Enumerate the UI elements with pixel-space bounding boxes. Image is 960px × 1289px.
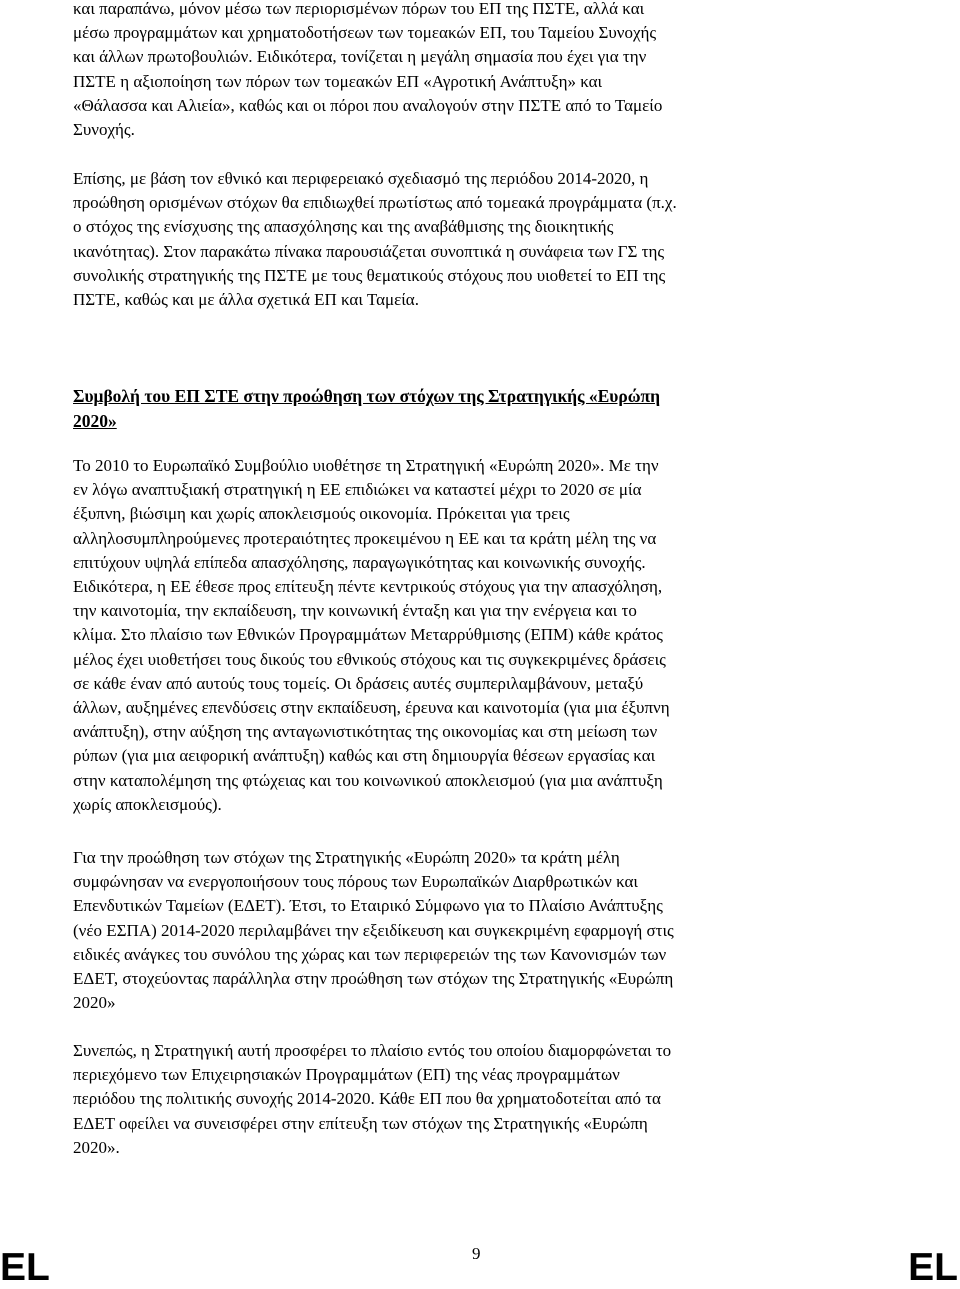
text-line: Επενδυτικών Ταμείων (ΕΔΕΤ). Έτσι, το Εταιρικό Σύμφωνο για το Πλαίσιο Ανάπτυξης bbox=[73, 896, 663, 916]
paragraph-europe-2020 bbox=[73, 454, 670, 817]
paragraph-strategy-framework bbox=[73, 1039, 671, 1160]
text-line: την καινοτομία, την εκπαίδευση, την κοινωνική ένταξη και για την ενέργεια και το bbox=[73, 601, 637, 621]
paragraph-edet-funds bbox=[73, 846, 674, 1015]
text-line: εν λόγω αναπτυξιακή στρατηγική η ΕΕ επιδιώκει να καταστεί μέχρι το 2020 σε μία bbox=[73, 480, 642, 500]
text-line: ΕΔΕΤ, στοχεύοντας παράλληλα στην προώθηση των στόχων της Στρατηγικής «Ευρώπη bbox=[73, 969, 674, 989]
paragraph-resources bbox=[73, 0, 662, 142]
text-line: επιτύχουν υψηλά επίπεδα απασχόλησης, παραγωγικότητας και κοινωνικής συνοχής. bbox=[73, 552, 646, 572]
text-line: μέλος έχει υιοθετήσει τους δικούς του εθνικούς στόχους και τις συγκεκριμένες δράσεις bbox=[73, 649, 666, 669]
text-line: ειδικές ανάγκες του συνόλου της χώρας και των περιφερειών της των Κανονισμών των bbox=[73, 944, 667, 964]
text-line: και άλλων πρωτοβουλιών. Ειδικότερα, τονίζεται η μεγάλη σημασία που έχει για την bbox=[73, 47, 647, 67]
text-line: άλλων, αυξημένες επενδύσεις στην εκπαίδευση, έρευνα και καινοτομία (για μια έξυπνη bbox=[73, 698, 670, 718]
text-line: και παραπάνω, μόνον μέσω των περιορισμένων πόρων του ΕΠ της ΠΣΤΕ, αλλά και bbox=[73, 0, 645, 18]
footer-language-right: EL bbox=[908, 1246, 958, 1289]
text-line: Συνεπώς, η Στρατηγική αυτή προσφέρει το πλαίσιο εντός του οποίου διαμορφώνεται το bbox=[73, 1041, 672, 1060]
heading-line: Συμβολή του ΕΠ ΣΤΕ στην προώθηση των στόχων της Στρατηγικής «Ευρώπη bbox=[73, 386, 661, 406]
text-line: 2020». bbox=[73, 1137, 120, 1157]
text-line: ανάπτυξη), στην αύξηση της ανταγωνιστικότητας της οικονομίας και στη μείωση των bbox=[73, 722, 658, 742]
text-line: ΠΣΤΕ η αξιοποίηση των πόρων των τομεακών ΕΠ «Αγροτική Ανάπτυξη» και bbox=[73, 71, 603, 91]
text-line: συμφώνησαν να ενεργοποιήσουν τους πόρους των Ευρωπαϊκών Διαρθρωτικών και bbox=[73, 872, 639, 892]
text-line: Το 2010 το Ευρωπαϊκό Συμβούλιο υιοθέτησε τη Στρατηγική «Ευρώπη 2020». Με την bbox=[73, 456, 659, 475]
text-line: Συνοχής. bbox=[73, 120, 135, 140]
text-line: Επίσης, με βάση τον εθνικό και περιφερειακό σχεδιασμό της περιόδου 2014-2020, η bbox=[73, 169, 649, 188]
text-line: μέσω προγραμμάτων και χρηματοδοτήσεων των τομεακών ΕΠ, του Ταμείου Συνοχής bbox=[73, 23, 657, 43]
text-line: ΕΔΕΤ οφείλει να συνεισφέρει στην επίτευξη των στόχων της Στρατηγικής «Ευρώπη bbox=[73, 1113, 648, 1133]
text-line: αλληλοσυμπληρούμενες προτεραιότητες προκειμένου η ΕΕ και τα κράτη μέλη της να bbox=[73, 528, 657, 548]
text-line: περιεχόμενο των Επιχειρησιακών Προγραμμάτων (ΕΠ) της νέας προγραμμάτων bbox=[73, 1065, 620, 1085]
page-number: 9 bbox=[472, 1244, 481, 1263]
footer-language-left: EL bbox=[0, 1246, 50, 1289]
text-line: σε κάθε έναν από αυτούς τους τομείς. Οι δράσεις αυτές συμπεριλαμβάνουν, μεταξύ bbox=[73, 673, 644, 693]
text-line: «Θάλασσα και Αλιεία», καθώς και οι πόροι που αναλογούν στην ΠΣΤΕ από το Ταμείο bbox=[73, 95, 663, 115]
text-line: Για την προώθηση των στόχων της Στρατηγικής «Ευρώπη 2020» τα κράτη μέλη bbox=[73, 848, 620, 867]
text-line: έξυπνη, βιώσιμη και χωρίς αποκλεισμούς οικονομία. Πρόκειται για τρεις bbox=[73, 504, 570, 524]
section-heading bbox=[73, 384, 660, 433]
heading-line: 2020» bbox=[73, 410, 117, 431]
text-line: συνολικής στρατηγικής της ΠΣΤΕ με τους θεματικούς στόχους που υιοθετεί το ΕΠ της bbox=[73, 265, 666, 285]
text-line: (νέο ΕΣΠΑ) 2014-2020 περιλαμβάνει την εξειδίκευση και συγκεκριμένη εφαρμογή στις bbox=[73, 920, 674, 940]
text-line: ο στόχος της ενίσχυσης της απασχόλησης και της αναβάθμισης της διοικητικής bbox=[73, 217, 614, 237]
text-line: ικανότητας). Στον παρακάτω πίνακα παρουσιάζεται συνοπτικά η συνάφεια των ΓΣ της bbox=[73, 241, 665, 261]
paragraph-national-planning bbox=[73, 167, 677, 312]
text-line: ρύπων (για μια αειφορική ανάπτυξη) καθώς και στη δημιουργία θέσεων εργασίας και bbox=[73, 746, 656, 766]
text-line: περιόδου της πολιτικής συνοχής 2014-2020. Κάθε ΕΠ που θα χρηματοδοτείται από τα bbox=[73, 1089, 661, 1109]
text-line: κλίμα. Στο πλαίσιο των Εθνικών Προγραμμάτων Μεταρρύθμισης (ΕΠΜ) κάθε κράτος bbox=[73, 625, 663, 645]
text-line: Ειδικότερα, η ΕΕ έθεσε προς επίτευξη πέντε κεντρικούς στόχους για την απασχόληση, bbox=[73, 577, 663, 597]
text-line: προώθηση ορισμένων στόχων θα επιδιωχθεί πρωτίστως από τομεακά προγράμματα (π.χ. bbox=[73, 193, 677, 213]
text-line: χωρίς αποκλεισμούς). bbox=[73, 794, 222, 814]
text-line: ΠΣΤΕ, καθώς και με άλλα σχετικά ΕΠ και Ταμεία. bbox=[73, 290, 419, 310]
text-line: στην καταπολέμηση της φτώχειας και του κοινωνικού αποκλεισμού (για μια ανάπτυξη bbox=[73, 770, 663, 790]
text-line: 2020» bbox=[73, 993, 116, 1013]
